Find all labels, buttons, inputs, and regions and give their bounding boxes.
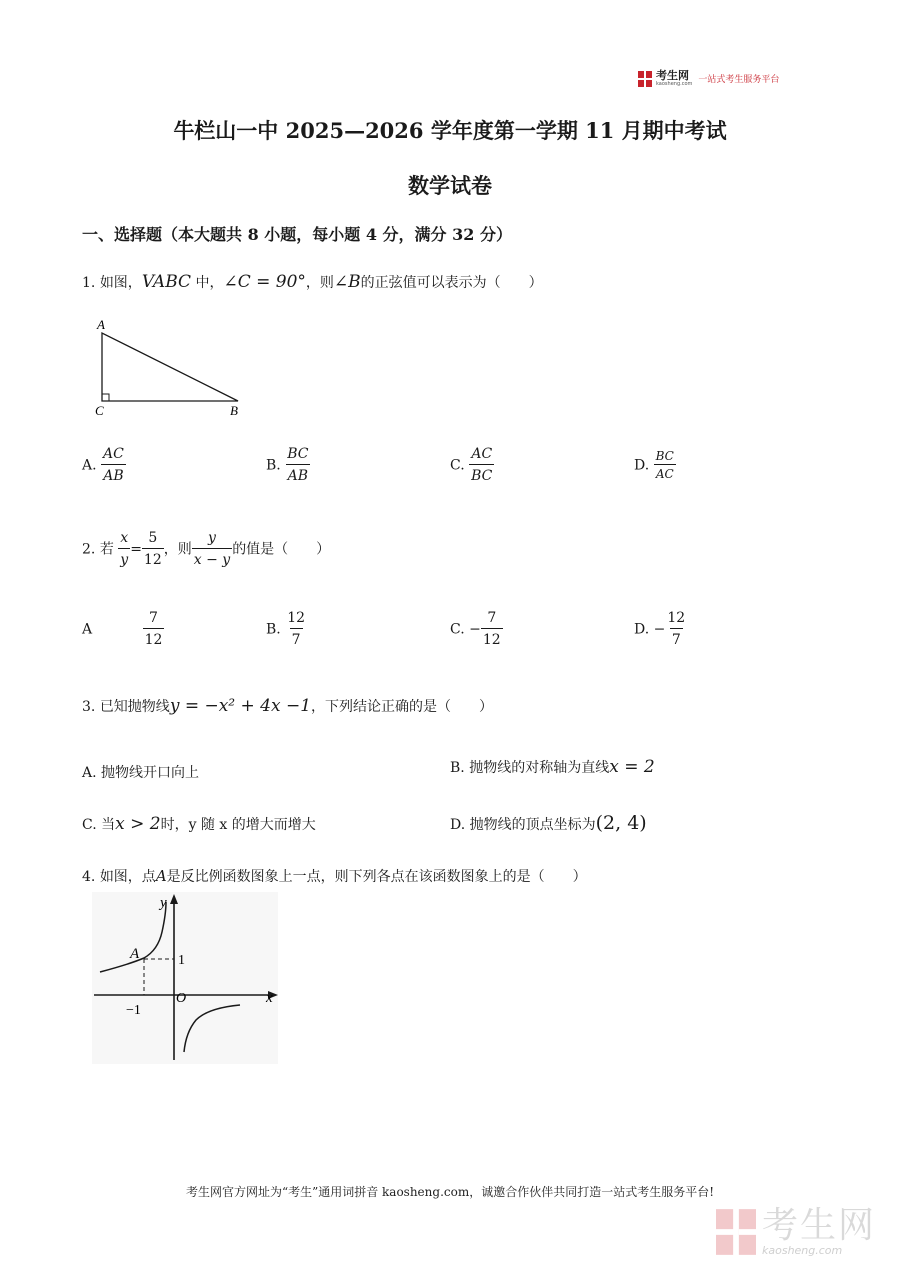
q1-option-a[interactable] [82, 444, 126, 487]
fraction-numerator: 12 [667, 610, 686, 626]
fraction-denominator: 7 [290, 628, 303, 651]
logo-text-block [656, 70, 692, 87]
option-math: x = 2 [609, 757, 655, 777]
tick-label-neg-1: −1 [126, 1003, 141, 1018]
section-heading: 一、选择题（本大题共 8 小题，每小题 4 分，满分 32 分） [82, 225, 512, 244]
fraction-numerator: 7 [149, 610, 158, 626]
logo-slogan: 一站式考生服务平台 [698, 75, 780, 85]
option-label: D. [634, 457, 650, 474]
origin-label: O [176, 991, 187, 1006]
question-1-stem [82, 272, 543, 292]
fraction-denominator: AC [654, 464, 676, 483]
q1-option-b[interactable] [266, 444, 310, 487]
y-axis-label: y [160, 895, 167, 911]
parabola-formula: y = −x² + 4x −1 [169, 696, 312, 716]
fraction-numerator: y [208, 530, 216, 546]
fraction-numerator: AC [471, 446, 493, 462]
stem-text: 中， [191, 275, 224, 291]
option-fraction [481, 608, 503, 651]
stem-fraction-target [192, 528, 232, 571]
stem-text: 的正弦值可以表示为（ ） [360, 275, 543, 291]
watermark [716, 1207, 876, 1257]
watermark-text [762, 1207, 876, 1257]
q2-option-b[interactable] [266, 608, 307, 651]
option-label: C. [450, 621, 465, 638]
stem-text: ，则 [163, 541, 192, 558]
vertex-label-c: C [95, 403, 104, 418]
stem-text: 如图，点 [99, 869, 156, 885]
option-label: A [82, 621, 93, 638]
fraction-denominator: 12 [142, 548, 164, 571]
minus-sign: − [469, 621, 481, 638]
q2-option-c[interactable] [450, 608, 503, 651]
question-number: 2. [82, 541, 96, 558]
option-label: B. [266, 621, 281, 638]
watermark-logo-icon [716, 1209, 756, 1255]
fraction-denominator: 12 [481, 628, 503, 651]
exam-title: 牛栏山一中 2025—2026 学年度第一学期 11 月期中考试 [173, 118, 727, 143]
option-label: D. [634, 621, 650, 638]
option-label: A. [82, 457, 97, 474]
stem-text: 是反比例函数图象上一点，则下列各点在该函数图象上的是（ ） [166, 869, 587, 885]
option-fraction [285, 444, 310, 487]
question-number: 3. [82, 699, 96, 715]
q3-option-c[interactable] [82, 814, 316, 834]
q1-option-d[interactable] [634, 448, 676, 483]
vertex-label-b: B [230, 403, 238, 418]
fraction-denominator: BC [469, 464, 494, 487]
triangle-shape [102, 333, 238, 401]
q2-option-d[interactable] [634, 608, 687, 651]
option-fraction [143, 608, 165, 651]
option-text: 抛物线开口向上 [101, 765, 200, 781]
stem-fraction-5-12 [142, 528, 164, 571]
question-2-stem [82, 528, 330, 571]
point-a: A [155, 867, 167, 885]
fraction-denominator: y [118, 548, 130, 571]
stem-text: 若 [99, 541, 114, 558]
watermark-domain: kaosheng.com [762, 1244, 843, 1257]
fraction-numerator: 5 [148, 530, 158, 546]
x-axis-label: x [266, 990, 273, 1006]
fraction-numerator: 12 [287, 610, 306, 626]
exam-subtitle: 数学试卷 [408, 173, 492, 198]
option-fraction [469, 444, 494, 487]
option-fraction [654, 448, 676, 483]
stem-text: ，下列结论正确的是（ ） [311, 699, 494, 715]
header-logo [638, 70, 779, 87]
angle-b: ∠B [333, 272, 361, 292]
fraction-denominator: 12 [143, 628, 165, 651]
fraction-denominator: AB [101, 464, 125, 487]
fraction-denominator: 7 [670, 628, 683, 651]
figure-background [92, 892, 278, 1064]
page-footer: 考生网官方网址为“考生”通用词拼音 kaosheng.com，诚邀合作伙伴共同打造一站式考生服务平台! [185, 1185, 715, 1199]
minus-sign: − [653, 621, 666, 638]
fraction-numerator: AC [103, 446, 124, 462]
equals-sign: = [130, 541, 142, 558]
fraction-numerator: BC [287, 446, 309, 462]
option-math: x > 2 [115, 814, 161, 834]
q3-option-a[interactable] [82, 762, 199, 782]
option-fraction [101, 444, 126, 487]
logo-name: 考生网 [656, 69, 689, 82]
option-text: 抛物线的对称轴为直线 [469, 760, 610, 776]
option-label: A. [82, 765, 97, 781]
option-fraction [665, 608, 687, 651]
fraction-denominator: x − y [192, 548, 232, 571]
q3-option-b[interactable] [450, 757, 655, 777]
right-angle-mark [102, 394, 109, 401]
stem-text: 的值是（ ） [232, 541, 331, 558]
watermark-name: 考生网 [762, 1205, 877, 1246]
q1-option-c[interactable] [450, 444, 494, 487]
fraction-numerator: BC [655, 449, 674, 463]
point-a-label: A [130, 946, 140, 962]
question-3-stem [82, 696, 493, 716]
angle-c: ∠C = 90° [223, 272, 306, 292]
logo-icon [638, 71, 652, 87]
option-label: C. [450, 457, 465, 474]
fraction-denominator: AB [286, 464, 310, 487]
triangle-figure [90, 315, 260, 425]
fraction-numerator: x [120, 530, 129, 546]
option-label: C. [82, 817, 97, 833]
vertex-label-a: A [97, 317, 105, 332]
option-label: D. [450, 817, 466, 833]
stem-text: ，则 [305, 275, 334, 291]
option-text: 抛物线的顶点坐标为 [469, 817, 596, 833]
stem-text: 如图， [99, 275, 142, 291]
tick-label-1: 1 [178, 953, 185, 968]
option-text: 时，y 随 x 的增大而增大 [160, 817, 316, 833]
q3-option-d[interactable] [450, 812, 647, 834]
stem-fraction-xy [118, 528, 130, 571]
question-number: 1. [82, 275, 96, 291]
option-math: (2, 4) [595, 812, 647, 834]
fraction-numerator: 7 [487, 610, 497, 626]
question-number: 4. [82, 869, 96, 885]
option-text: 当 [101, 817, 116, 833]
logo-domain: kaosheng.com [656, 81, 693, 87]
hyperbola-figure [92, 892, 278, 1064]
question-4-stem [82, 866, 587, 886]
q2-option-a[interactable] [82, 608, 164, 651]
option-label: B. [450, 760, 465, 776]
stem-text: 已知抛物线 [99, 699, 170, 715]
option-fraction [285, 608, 307, 651]
triangle-symbol: VABC [141, 272, 192, 292]
option-label: B. [266, 457, 281, 474]
